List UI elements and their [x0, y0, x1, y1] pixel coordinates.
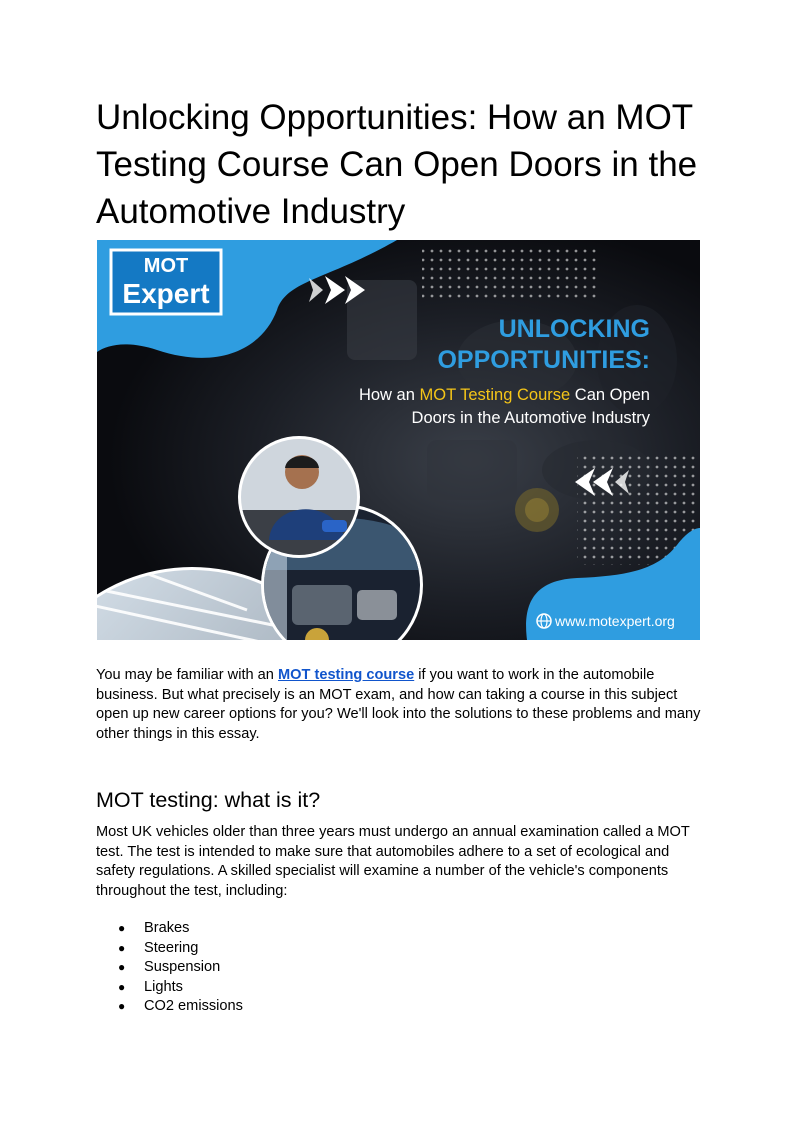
bullet-icon: ●	[118, 999, 126, 1013]
section-paragraph: Most UK vehicles older than three years must undergo an annual examination called a MOT test. The test is intended to make sure that automobiles adhere to a set of ecological and safety regulations. A skilled specialist will examine a number of the vehicle's components throughout the test, including:	[96, 824, 690, 899]
hero-banner-image	[97, 240, 700, 640]
list-item	[96, 978, 243, 998]
sub-highlight: MOT Testing Course	[419, 386, 571, 404]
components-list	[96, 919, 243, 1017]
banner-headline-line2: OPPORTUNITIES:	[437, 346, 650, 374]
document-title: Unlocking Opportunities: How an MOT Testing Course Can Open Doors in the Automotive Industry	[96, 98, 698, 231]
banner-headline-line1: UNLOCKING	[498, 315, 650, 343]
mot-testing-course-link[interactable]: MOT testing course	[277, 667, 415, 683]
intro-text-before-link: You may be familiar with an	[96, 667, 278, 683]
banner-subheadline-line1	[359, 386, 650, 404]
bullet-icon: ●	[118, 960, 126, 974]
banner-website: www.motexpert.org	[555, 613, 675, 629]
intro-text-after-link: if you want to work in the automobile business. But what precisely is an MOT exam, and how can taking a course in this subject open up new career options for you? We'll look into the solutions to these problems and many other things in this essay.	[96, 667, 701, 742]
list-item-text: Steering	[144, 939, 199, 956]
bullet-icon: ●	[118, 921, 126, 935]
logo-line1: MOT	[143, 255, 189, 277]
list-item	[96, 997, 243, 1017]
list-item-text: Suspension	[144, 959, 221, 975]
intro-paragraph	[96, 666, 706, 744]
list-item-text: Brakes	[144, 920, 190, 936]
list-item-text: CO2 emissions	[144, 998, 243, 1014]
sub-suffix: Can Open	[570, 386, 650, 404]
bullet-icon: ●	[118, 979, 126, 994]
sub-prefix: How an	[358, 386, 420, 404]
logo-line2: Expert	[122, 278, 210, 309]
list-item	[96, 919, 243, 939]
list-item	[96, 958, 243, 978]
bullet-icon: ●	[118, 940, 126, 955]
list-item	[96, 939, 243, 959]
section-heading: MOT testing: what is it?	[96, 788, 321, 812]
list-item-text: Lights	[144, 978, 183, 995]
banner-subheadline-line2: Doors in the Automotive Industry	[411, 409, 650, 427]
